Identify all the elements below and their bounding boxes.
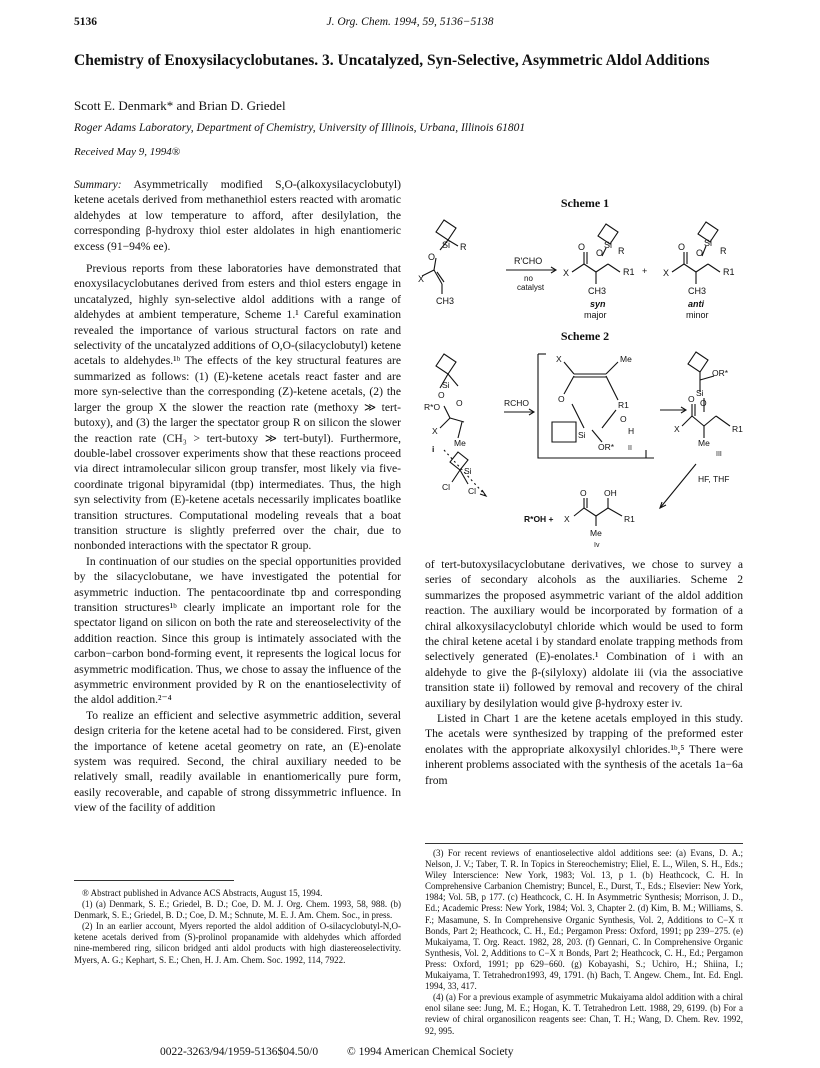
atom-me: Me xyxy=(590,528,602,538)
atom-r: R xyxy=(720,246,727,256)
label-syn: syn xyxy=(590,299,606,309)
atom-si: Si xyxy=(578,430,586,440)
atom-oh: OH xyxy=(604,488,617,498)
atom-ch3: CH3 xyxy=(688,286,707,296)
page-footer xyxy=(160,1046,720,1058)
footnote-rule-left xyxy=(74,880,234,881)
right-column xyxy=(425,557,743,847)
paragraph-2: In continuation of our studies on the special opportunities provided by the silacyclobutane, we have investigated the potential for asymmetric induction. The pentacoordinate tbp and corresponding transition structures¹ᵇ clearly implicate an important role for the spectator ligand on silicon on both the rate and stereoselectivity of the addition reaction. Since this group is intimately associated with the carbon−carbon bond-forming event, it represents the logical locus for asymmetric modification. Thus, we chose to assay the influence of the asymmetric environment provided by R on the enantioselectivity of the aldol addition.²⁻⁴ xyxy=(74,554,401,707)
scheme-2-reagent: RCHO xyxy=(504,398,530,408)
atom-or-star: OR* xyxy=(598,442,615,452)
atom-x: X xyxy=(674,424,680,434)
atom-si: Si xyxy=(704,238,713,248)
label-anti-sub: minor xyxy=(686,310,709,320)
atom-x: X xyxy=(418,274,425,284)
scheme-2-title: Scheme 2 xyxy=(560,329,610,343)
label-ii: II xyxy=(628,445,632,452)
atom-o: O xyxy=(696,248,704,258)
scheme-2-diagram xyxy=(424,346,754,552)
scheme-1-reagent: R'CHO xyxy=(514,256,543,266)
footnotes-right xyxy=(425,848,743,1038)
paragraph-4: of tert-butoxysilacyclobutane derivatives, we chose to survey a series of secondary alcohols as the auxiliaries. Scheme 2 summarizes the proposed asymmetric variant of the aldol addition reaction. The auxiliary would be incorporated by formation of a chiral alkoxysilacyclobutyl chloride which would be used to form the chiral ketene acetal i by standard enolate trapping methods from selectively generated (E)-enolates.¹ Combination of i with an aldehyde to give the β-(silyloxy) aldolate iii (via the associative transition state ii) followed by removal and recovery of the chiral auxiliary by desilylation would give β-hydroxy ester iv. xyxy=(425,558,743,710)
article-code: 0022-3263/94/1959-5136$04.50/0 xyxy=(160,1046,319,1058)
atom-si: Si xyxy=(696,388,704,398)
scheme-1-title: Scheme 1 xyxy=(560,196,610,210)
atom-r: R xyxy=(618,246,625,256)
paragraph-1: Previous reports from these laboratories have demonstrated that enoxysilacyclobutanes derived from esters and thiol esters engage in uncatalyzed, highly syn-selective aldol additions with a range of aldehydes at ambient temperature, Scheme 1.¹ Careful examination revealed the importance of various structural factors on rate and selectivity of the uncatalyzed additions of O,O-(silacyclobutyl) ketene acetals to aldehydes.¹ᵇ The effects of the key structural features are summarized as follows: (1) (E)-ketene acetals react faster and are more syn-selective than the corresponding (Z)-ketene acetals, (2) the larger the group X the slower the reaction rate (methoxy ≫ tert-butoxy), and (3) the larger the spectator group R on silicon the slower the reaction rate (CH₃ > tert-butoxy ≫ tert-butyl). Furthermore, double-label crossover experiments show that these reactions proceed via direct intramolecular silicon group transfer, most likely via five-coordinate trigonal bipyramidal (tbp) intermediates. Thus, the high syn selectivity from (E)-ketene acetals necessarily implicates boatlike transition structures. Computational modeling reveals that a boat transition structure is slightly preferred over the chair, due to nonbonded interactions with the spectator R group. xyxy=(74,262,401,553)
atom-o: O xyxy=(596,248,604,258)
atom-cl: Cl xyxy=(468,486,477,496)
label-i: i xyxy=(432,444,435,454)
left-column xyxy=(74,177,401,877)
atom-r1: R1 xyxy=(623,267,635,277)
atom-h: H xyxy=(628,426,635,436)
atom-x: X xyxy=(563,268,570,278)
atom-o: O xyxy=(438,390,445,400)
paragraph-5: Listed in Chart 1 are the ketene acetals employed in this study. The acetals were synthesized by trapping of the preformed ester enolates with the appropriate alkoxysilyl chlorides.¹ᵇ,⁵ There were inherent problems associated with the synthesis of the acetals 1a−6a from xyxy=(425,712,743,787)
product-roh: R*OH + xyxy=(524,514,554,524)
article-title: Chemistry of Enoxysilacyclobutanes. 3. Uncatalyzed, Syn-Selective, Asymmetric Aldol Additions xyxy=(74,52,710,69)
atom-o: O xyxy=(688,394,695,404)
atom-si: Si xyxy=(442,240,451,250)
summary-paragraph xyxy=(74,177,401,254)
scheme-1-condition-1: no xyxy=(524,274,533,283)
atom-o: O xyxy=(558,394,565,404)
atom-r1: R1 xyxy=(624,514,635,524)
atom-x: X xyxy=(564,514,570,524)
summary-text: Asymmetrically modified S,O-(alkoxysilacyclobutyl) ketene acetals derived from methanethiol esters reacted with aromatic aldehydes at low temperature to afford, after desilylation, the corresponding β-hydroxy thiol ester aldolates in high enantiomeric excess (91−94% ee). xyxy=(74,178,401,253)
atom-cl: Cl xyxy=(442,482,451,492)
atom-x: X xyxy=(556,354,562,364)
affiliation: Roger Adams Laboratory, Department of Chemistry, University of Illinois, Urbana, Illinois 61801 xyxy=(74,122,526,134)
atom-o: O xyxy=(428,252,436,262)
plus-sign: + xyxy=(642,266,648,276)
atom-si: Si xyxy=(604,240,613,250)
page-header xyxy=(74,16,746,32)
authors: Scott E. Denmark* and Brian D. Griedel xyxy=(74,98,286,113)
atom-o: O xyxy=(620,414,627,424)
atom-me: Me xyxy=(620,354,632,364)
summary-label: Summary: xyxy=(74,178,122,191)
atom-or-star: OR* xyxy=(712,368,729,378)
atom-r1: R1 xyxy=(618,400,629,410)
atom-r: R xyxy=(460,242,467,252)
atom-me: Me xyxy=(698,438,710,448)
atom-o: O xyxy=(678,242,686,252)
received-date: Received May 9, 1994® xyxy=(74,146,181,158)
running-title: J. Org. Chem. 1994, 59, 5136−5138 xyxy=(326,16,494,28)
footnote-rule-right xyxy=(425,843,743,844)
atom-x: X xyxy=(432,426,438,436)
label-anti: anti xyxy=(688,299,705,309)
silacyclobutane-ring xyxy=(436,220,456,240)
label-iv: Iv xyxy=(594,542,600,549)
atom-o: O xyxy=(580,488,587,498)
atom-ch3: CH3 xyxy=(588,286,607,296)
footnote: (1) (a) Denmark, S. E.; Griedel, B. D.; Coe, D. M. J. Org. Chem. 1993, 58, 988. (b) Denmark, S. E.; Griedel, B. D.; Coe, D. M.; Schnute, M. E. J. Am. Chem. Soc., in press. xyxy=(74,899,401,921)
footnote: ® Abstract published in Advance ACS Abstracts, August 15, 1994. xyxy=(82,888,323,898)
atom-si: Si xyxy=(442,380,450,390)
footnote: (4) (a) For a previous example of asymmetric Mukaiyama aldol addition with a chiral enol silane see: Jung, M. E.; Hogan, K. T. Tetrahedron Lett. 1988, 29, 6199. (b) For a review of chiral organosilicon reagents see: Chan, T. H.; Wang, D. Chem. Rev. 1992, 92, 995. xyxy=(425,992,743,1036)
atom-me: Me xyxy=(454,438,466,448)
atom-ch3: CH3 xyxy=(436,296,455,306)
label-syn-sub: major xyxy=(584,310,607,320)
atom-x: X xyxy=(663,268,670,278)
atom-r1: R1 xyxy=(732,424,743,434)
footnotes-left xyxy=(74,888,401,1038)
atom-r1: R1 xyxy=(723,267,735,277)
scheme-2-reagent-2: HF, THF xyxy=(698,474,730,484)
atom-o: O xyxy=(456,398,463,408)
copyright: © 1994 American Chemical Society xyxy=(347,1046,514,1058)
footnote: (2) In an earlier account, Myers reported the aldol addition of O-silacyclobutyl-N,O-ketene acetals derived from (S)-prolinol propanamide with aldehydes which afforded nine-membered ring, silicon bridged anti aldol products with high diastereoselectivity. Myers, A. G.; Kephart, S. E.; Chen, H. J. Am. Chem. Soc. 1992, 114, 7922. xyxy=(74,921,401,965)
scheme-1-condition-2: catalyst xyxy=(517,283,545,292)
scheme-1-diagram xyxy=(420,212,750,324)
atom-o: O xyxy=(700,398,707,408)
page-number: 5136 xyxy=(74,16,97,28)
atom-si: Si xyxy=(464,466,472,476)
atom-r-star-o: R*O xyxy=(424,402,441,412)
footnote: (3) For recent reviews of enantioselective aldol additions see: (a) Evans, D. A.; Nelson, J. V.; Taber, T. R. In Topics in Stereochemistry; Eliel, E. L., Wilen, S. H., Eds.; Wiley Interscience: New York, 1983; Vol. 13, p 1. (b) Heathcock, C. H. In Comprehensive Carbanion Chemistry; Buncel, E., Durst, T., Eds.; Elsevier: New York, 1984; Vol. 5B, p 177. (c) Heathcock, C. H. In Asymmetric Synthesis; Morrison, J. D., Ed.; Academic Press: New York, 1984; Vol. 3, Chapter 2. (d) Kim, B. M.; Williams, S. F.; Masamune, S. In Comprehensive Organic Synthesis, Vol. 2, Additions to C−X π Bonds, Part 2; Heathcock, C. H., Ed.; Pergamon Press: Oxford, 1991; pp 239−275. (e) Mukaiyama, T. Org. React. 1982, 28, 203. (f) Gennari, C. In Comprehensive Organic Synthesis, Vol. 2, Additions to C−X π Bonds, Part 2; Heathcock, C. H., Ed.; Pergamon Press: Oxford, 1991; pp 629−660. (g) Kobayashi, S.; Uchiro, H.; Shiina, I.; Mukaiyama, T. Tetrahedron1993, 49, 1791. (h) Bach, T. Angew. Chem., Int. Ed. Engl. 1994, 33, 417. xyxy=(425,848,743,992)
paragraph-3: To realize an efficient and selective asymmetric addition, several design criteria for the ketene acetal had to be considered. First, given the importance of ketene acetal geometry on rate, an (E)-enolate system was required. Second, the chiral auxiliary needed to be relatively small, readily available in enantiomerically pure form, easily recoverable, and capable of strong dissymmetric influence. In view of the facility of addition xyxy=(74,708,401,815)
atom-o: O xyxy=(578,242,586,252)
label-iii: III xyxy=(716,451,722,458)
